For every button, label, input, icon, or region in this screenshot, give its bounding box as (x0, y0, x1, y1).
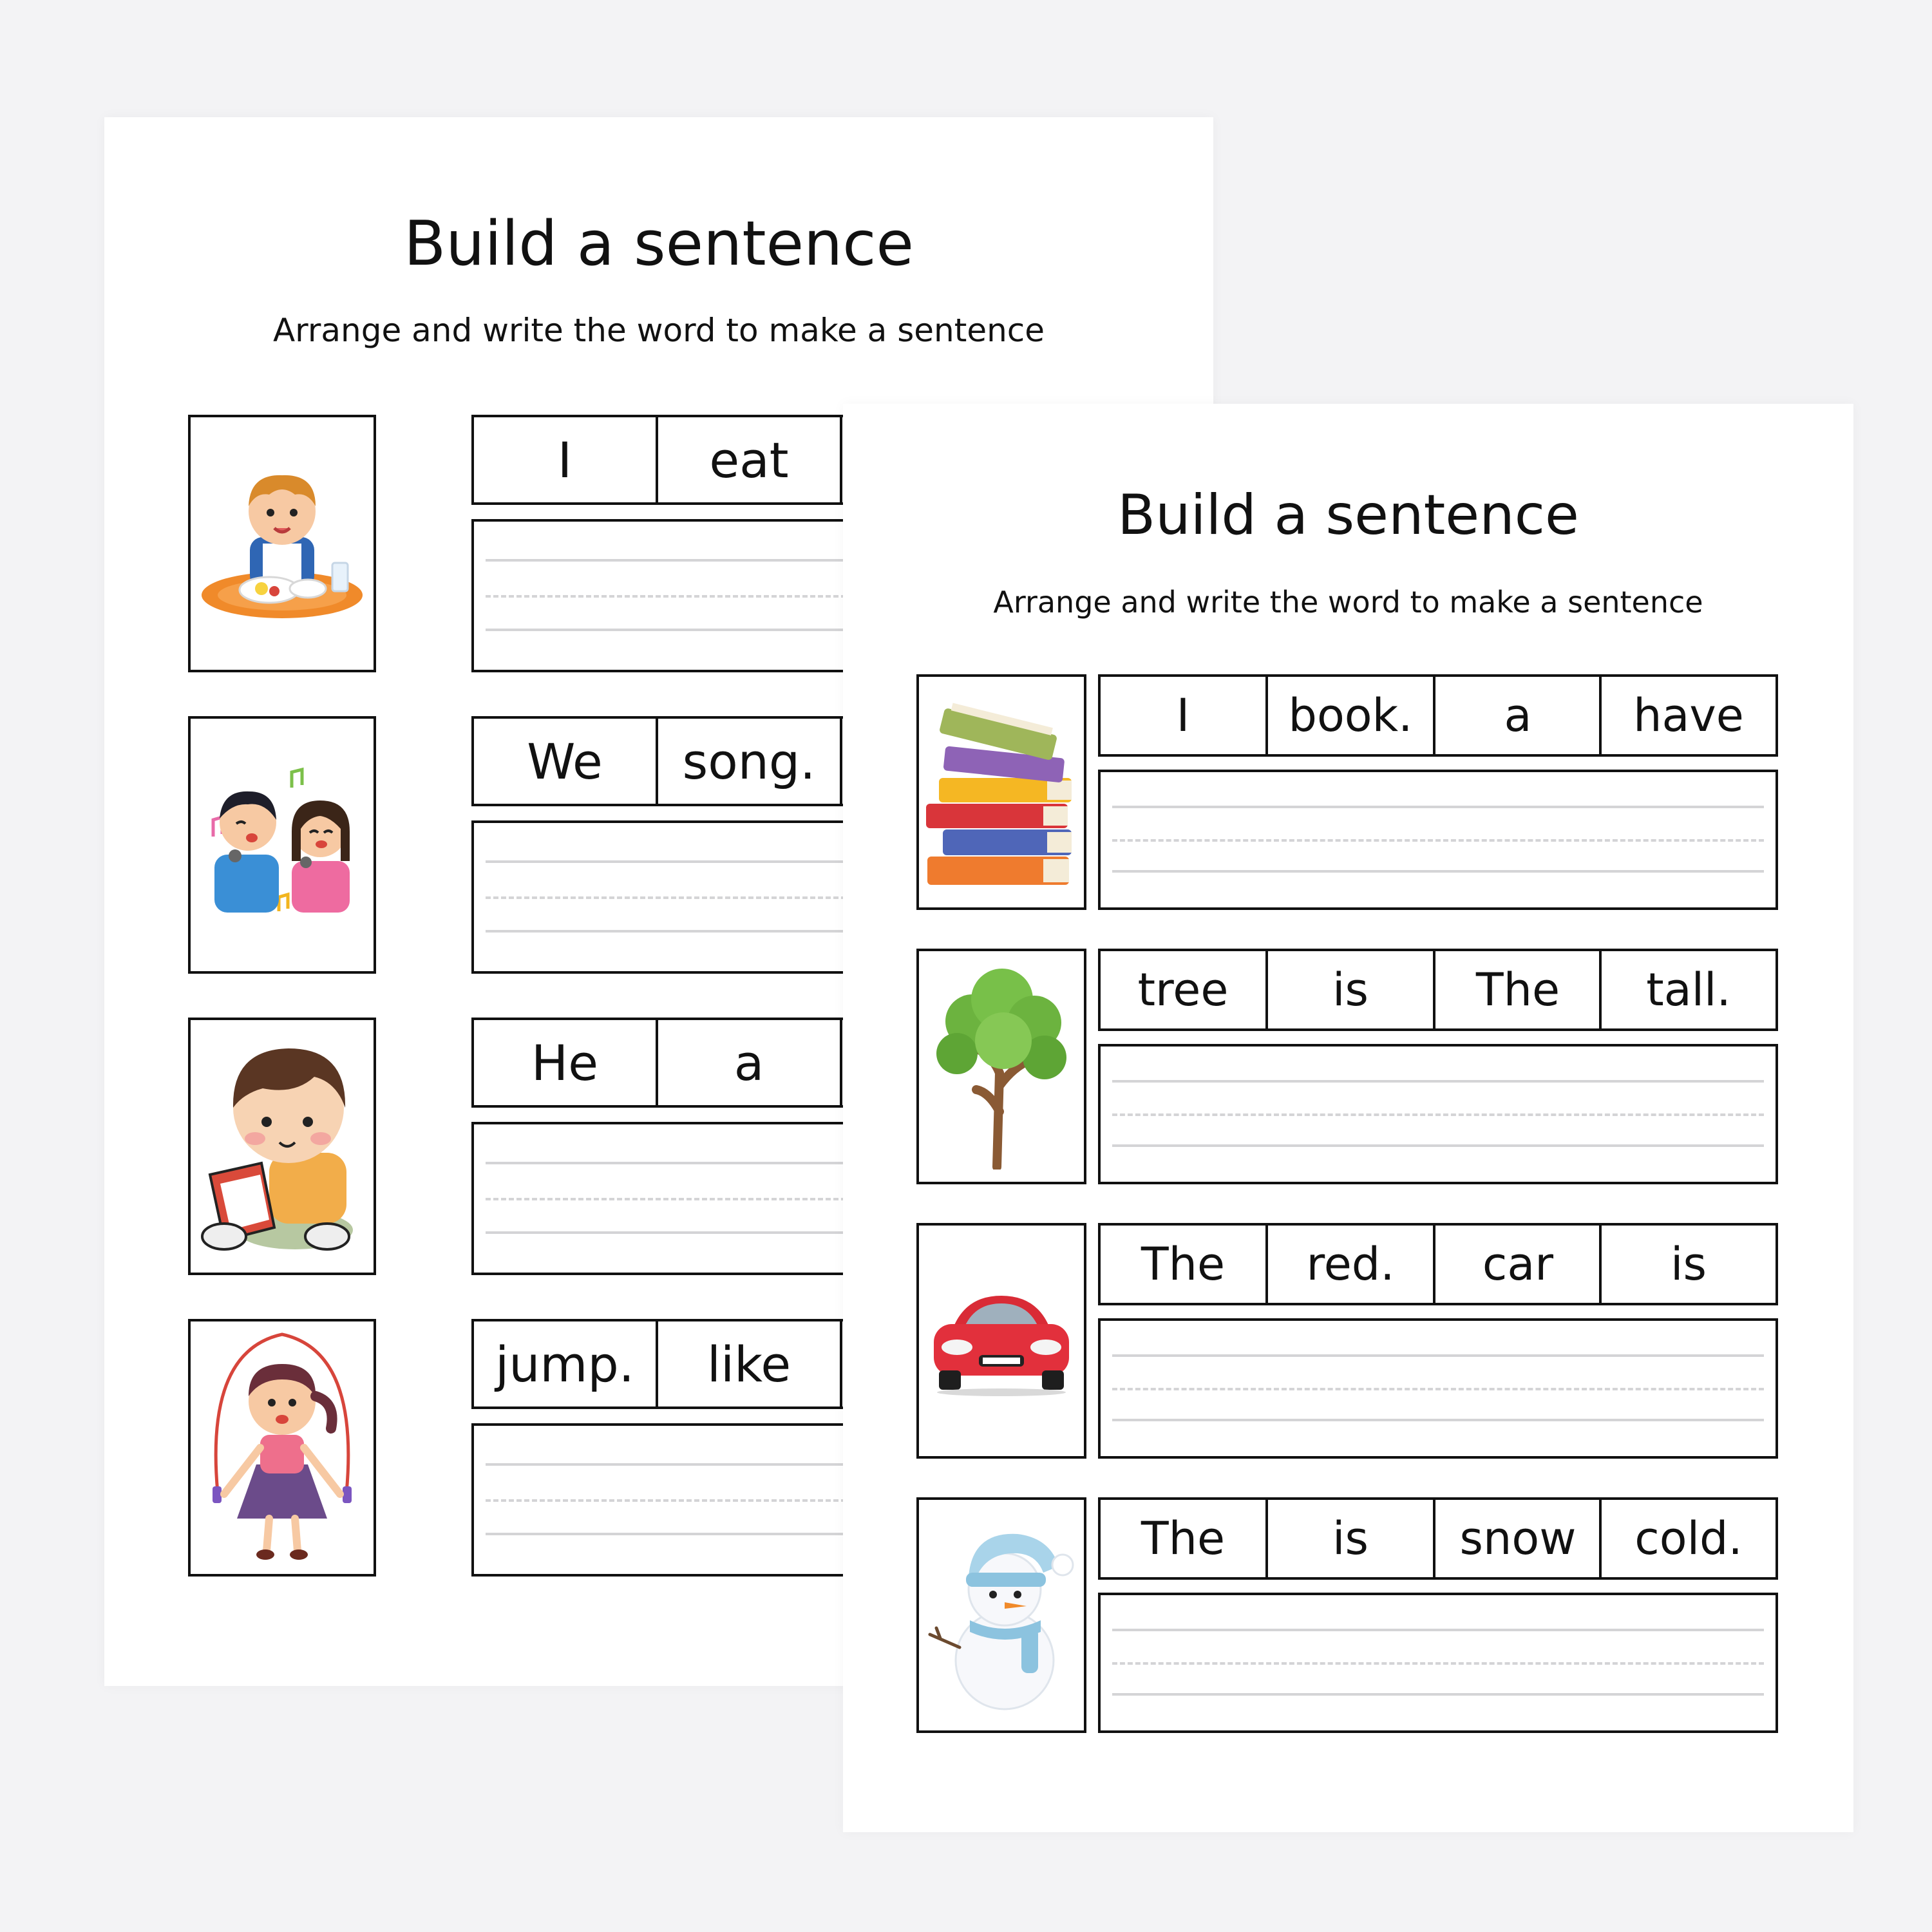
tree-picture (916, 949, 1086, 1184)
snowman-picture (916, 1497, 1086, 1733)
girl-jumping-rope-picture (188, 1319, 376, 1577)
answer-writing-box[interactable] (1098, 1318, 1778, 1459)
word-card[interactable]: We (471, 716, 658, 806)
word-card[interactable]: song. (656, 716, 842, 806)
word-card[interactable]: have (1599, 674, 1778, 757)
boy-eating-lunch-picture (188, 415, 376, 672)
word-card[interactable]: The (1433, 949, 1603, 1031)
word-card[interactable]: eat (656, 415, 842, 505)
word-card[interactable]: He (471, 1018, 658, 1108)
word-card[interactable]: a (656, 1018, 842, 1108)
word-card[interactable]: is (1265, 949, 1435, 1031)
word-card[interactable]: is (1265, 1497, 1435, 1580)
red-car-picture (916, 1223, 1086, 1459)
answer-writing-box[interactable] (1098, 1593, 1778, 1733)
worksheet-title: Build a sentence (404, 209, 914, 279)
word-card[interactable]: is (1599, 1223, 1778, 1305)
word-card[interactable]: jump. (471, 1319, 658, 1409)
tree-icon (927, 963, 1075, 1170)
word-card[interactable]: red. (1265, 1223, 1435, 1305)
worksheet-instructions: Arrange and write the word to make a sentence (272, 312, 1045, 349)
word-card[interactable]: tree (1098, 949, 1268, 1031)
boy-reading-book-icon (198, 1037, 366, 1256)
word-card[interactable]: book. (1265, 674, 1435, 757)
answer-writing-box[interactable] (1098, 1044, 1778, 1184)
kids-singing-picture (188, 716, 376, 974)
kids-singing-icon (195, 764, 369, 925)
word-card[interactable]: The (1098, 1497, 1268, 1580)
word-card[interactable]: like (656, 1319, 842, 1409)
red-car-icon (927, 1283, 1075, 1399)
word-card[interactable]: I (471, 415, 658, 505)
worksheet-title: Build a sentence (1117, 483, 1579, 547)
word-card[interactable]: cold. (1599, 1497, 1778, 1580)
worksheet-front (843, 404, 1853, 1832)
stack-of-books-picture (916, 674, 1086, 910)
girl-jumping-rope-icon (198, 1325, 366, 1570)
word-card[interactable]: snow (1433, 1497, 1603, 1580)
stack-of-books-icon (921, 696, 1082, 889)
snowman-icon (921, 1519, 1082, 1712)
word-card[interactable]: tall. (1599, 949, 1778, 1031)
word-card[interactable]: a (1433, 674, 1603, 757)
word-card[interactable]: car (1433, 1223, 1603, 1305)
word-card[interactable]: I (1098, 674, 1268, 757)
answer-writing-box[interactable] (1098, 770, 1778, 910)
boy-reading-book-picture (188, 1018, 376, 1275)
boy-eating-lunch-icon (198, 466, 366, 621)
word-card[interactable]: The (1098, 1223, 1268, 1305)
worksheet-instructions: Arrange and write the word to make a sentence (993, 585, 1703, 620)
